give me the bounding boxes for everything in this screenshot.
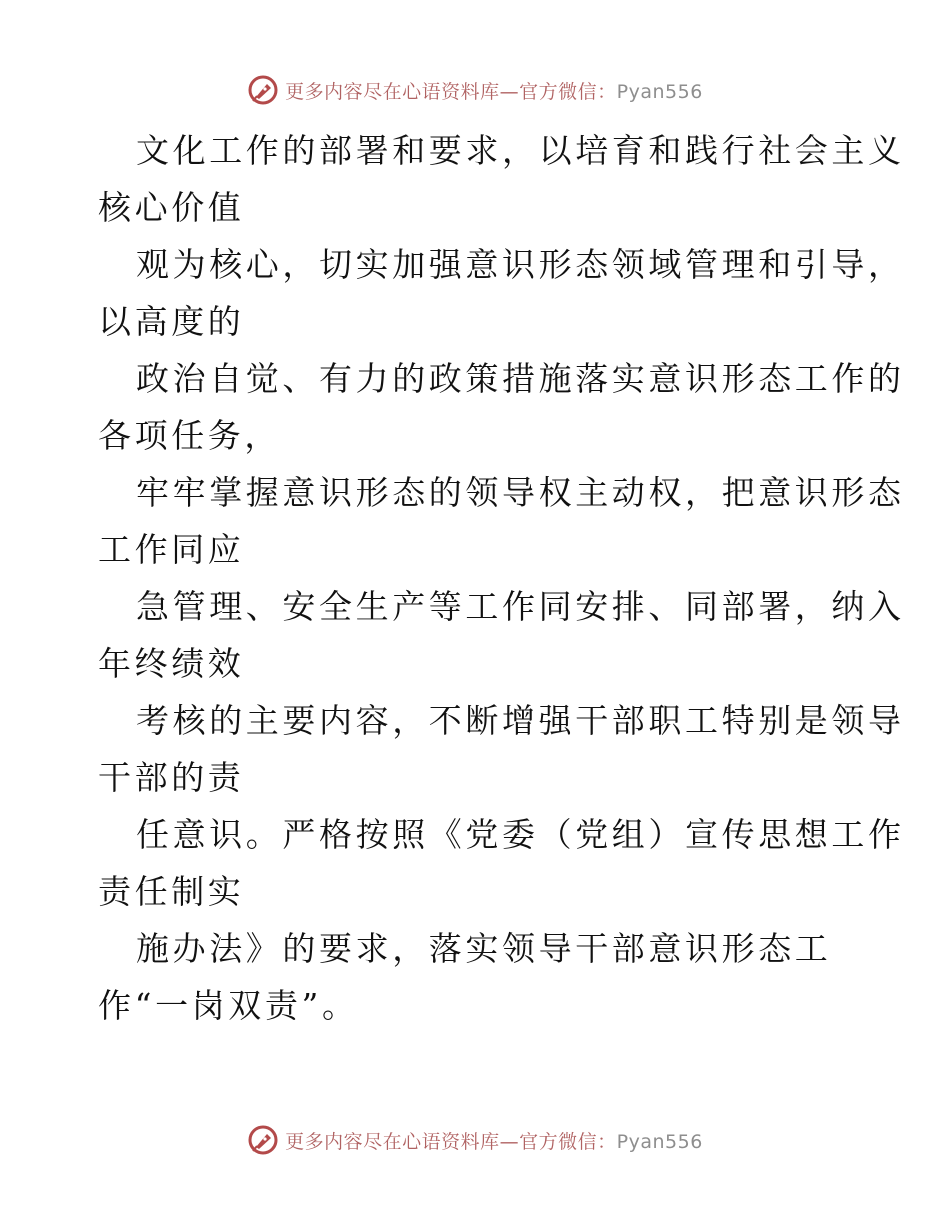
body-line: 核心价值 (98, 188, 245, 227)
body-line: 责任制实 (98, 872, 245, 911)
header-banner-label: 更多内容尽在心语资料库—官方微信： (285, 80, 617, 103)
body-line: 以高度的 (98, 302, 245, 341)
pen-nib-circle-icon (247, 1124, 279, 1156)
header-banner-text (285, 77, 703, 104)
body-line: 工作同应 (98, 530, 245, 569)
footer-banner (0, 1120, 950, 1160)
footer-banner-label: 更多内容尽在心语资料库—官方微信： (285, 1130, 617, 1153)
body-line: 任意识。严格按照《党委（党组）宣传思想工作 (136, 815, 905, 854)
header-wechat-id: Pyan556 (616, 80, 703, 103)
document-body (98, 122, 905, 1034)
body-line: 文化工作的部署和要求，以培育和践行社会主义 (136, 131, 905, 170)
body-line: 施办法》的要求，落实领导干部意识形态工 (136, 929, 832, 968)
body-line: 各项任务， (98, 416, 281, 455)
body-line: 观为核心，切实加强意识形态领域管理和引导， (136, 245, 905, 284)
body-line: 政治自觉、有力的政策措施落实意识形态工作的 (136, 359, 905, 398)
body-line: 急管理、安全生产等工作同安排、同部署，纳入 (136, 587, 905, 626)
header-banner (0, 70, 950, 110)
pen-nib-circle-icon (247, 74, 279, 106)
footer-banner-text (285, 1127, 703, 1154)
body-line: 年终绩效 (98, 644, 245, 683)
body-line: 干部的责 (98, 758, 245, 797)
footer-wechat-id: Pyan556 (616, 1130, 703, 1153)
body-line: 考核的主要内容，不断增强干部职工特别是领导 (136, 701, 905, 740)
body-line: 作“一岗双责”。 (98, 986, 359, 1025)
body-line: 牢牢掌握意识形态的领导权主动权，把意识形态 (136, 473, 905, 512)
